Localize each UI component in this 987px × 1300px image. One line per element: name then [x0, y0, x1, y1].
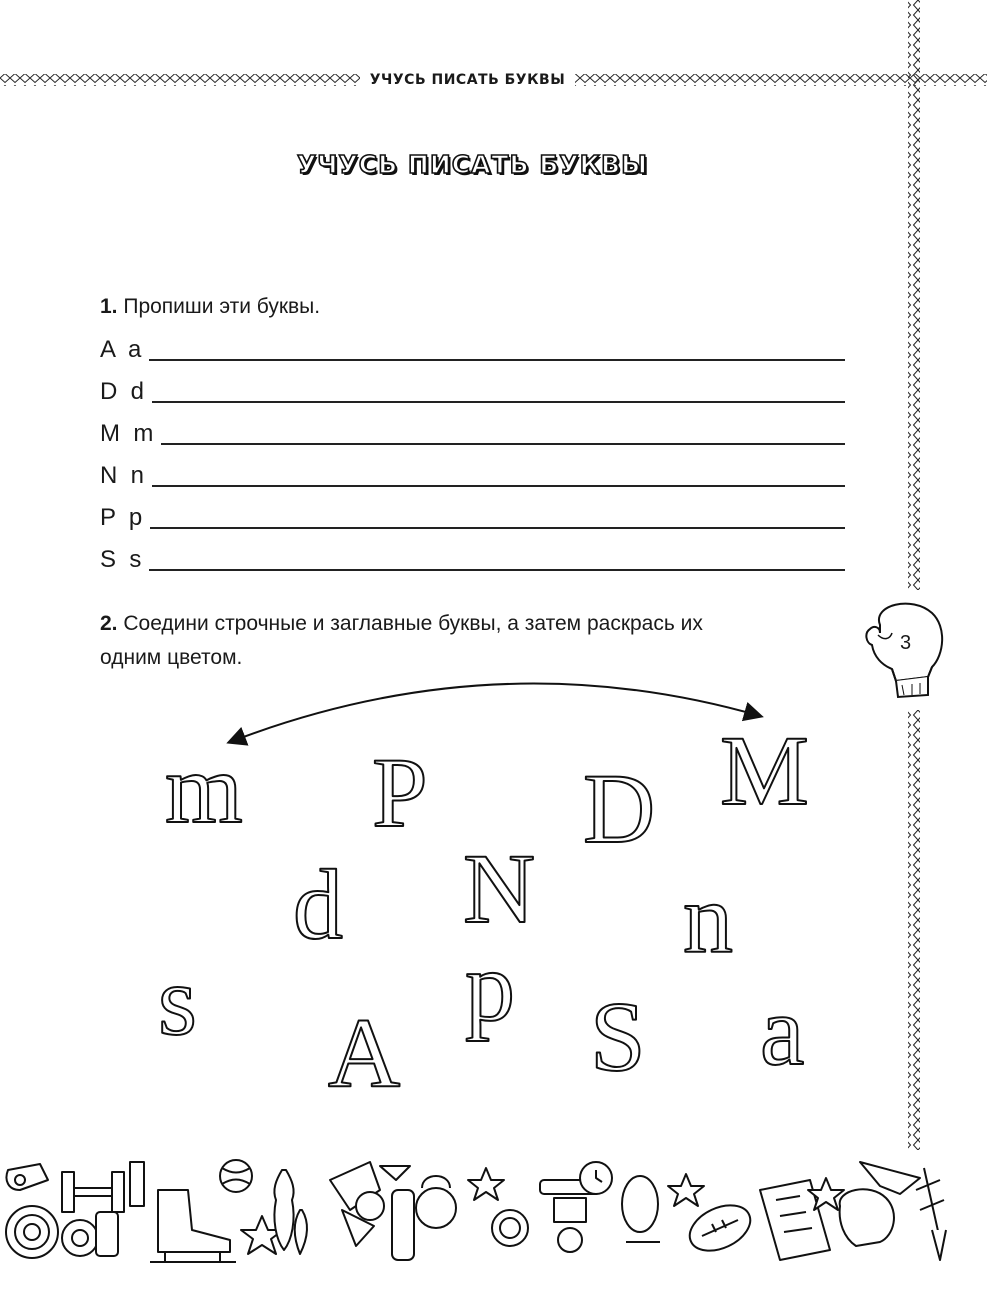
letter-A-upper[interactable]: A	[328, 997, 401, 1100]
letter-p-lower[interactable]: p	[465, 931, 515, 1042]
writing-line[interactable]	[150, 527, 845, 529]
letter-s-lower[interactable]: s	[158, 945, 197, 1056]
task2-number: 2.	[100, 612, 118, 635]
letter-pair: A a	[100, 336, 142, 363]
task2-instruction	[100, 607, 845, 675]
letter-P-upper[interactable]: P	[372, 737, 428, 848]
page-title: УЧУСЬ ПИСАТЬ БУКВЫ	[297, 150, 648, 179]
bowling-pin-icon	[274, 1170, 293, 1250]
whistle-icon	[7, 1164, 49, 1190]
writing-line[interactable]	[152, 485, 845, 487]
task2-text-line2: одним цветом.	[100, 646, 243, 669]
bowling-pin-icon	[295, 1210, 307, 1254]
writing-row	[100, 372, 845, 406]
connect-arrow	[230, 684, 760, 742]
football-icon	[683, 1196, 758, 1259]
writing-line[interactable]	[149, 569, 845, 571]
letter-pair: N n	[100, 462, 145, 489]
writing-line[interactable]	[161, 443, 845, 445]
task1-number: 1.	[100, 295, 118, 318]
letter-pair: M m	[100, 420, 154, 447]
writing-row	[100, 456, 845, 490]
letter-a-lower[interactable]: a	[760, 975, 805, 1086]
task1-instruction	[100, 290, 845, 324]
whistle-icon	[6, 1206, 58, 1258]
stopwatch-icon	[540, 1162, 612, 1222]
skate-icon	[150, 1190, 236, 1262]
writing-row	[100, 414, 845, 448]
writing-line[interactable]	[152, 401, 845, 403]
right-chain-border	[908, 0, 920, 590]
letter-m-lower[interactable]: m	[165, 733, 243, 844]
letter-M-upper[interactable]: M	[720, 715, 809, 826]
letter-pair: S s	[100, 546, 142, 573]
running-header: УЧУСЬ ПИСАТЬ БУКВЫ	[360, 70, 575, 90]
ball-icon	[220, 1160, 252, 1192]
letters-field	[0, 680, 987, 1100]
writing-row	[100, 540, 845, 574]
glove-icon	[840, 1189, 894, 1246]
letter-N-upper[interactable]: N	[463, 833, 536, 944]
star-icon	[668, 1174, 704, 1206]
sports-border	[0, 1150, 987, 1270]
letter-S-upper[interactable]: S	[590, 981, 646, 1092]
letter-D-upper[interactable]: D	[583, 753, 656, 864]
star-icon	[468, 1168, 504, 1200]
letter-d-lower[interactable]: d	[293, 849, 343, 960]
kettlebell-icon	[392, 1176, 456, 1260]
stopwatch-icon	[622, 1176, 660, 1242]
writing-row	[100, 498, 845, 532]
letter-pair: D d	[100, 378, 145, 405]
letter-n-lower[interactable]: n	[683, 863, 733, 974]
page-number: 3	[900, 632, 912, 654]
writing-line[interactable]	[149, 359, 845, 361]
ball-icon	[558, 1228, 582, 1252]
task2-text-line1: Соедини строчные и заглавные буквы, а затем раскрась их	[123, 612, 703, 635]
letter-pair: P p	[100, 504, 143, 531]
writing-row	[100, 330, 845, 364]
task1-text: Пропиши эти буквы.	[123, 295, 321, 318]
medal-icon	[492, 1210, 528, 1246]
